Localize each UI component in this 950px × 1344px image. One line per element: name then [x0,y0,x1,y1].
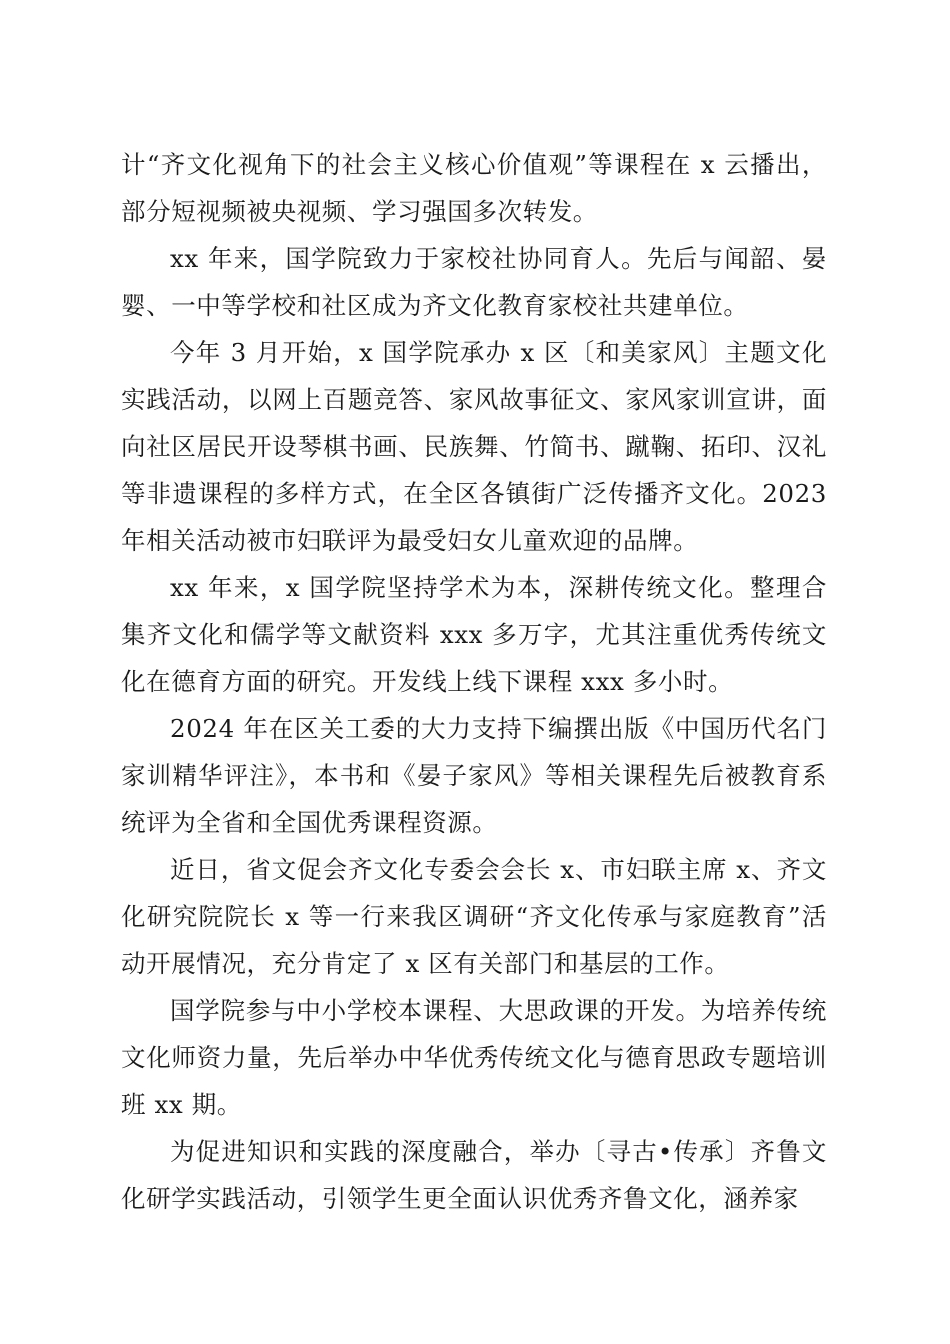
paragraph-study-tour: 为促进知识和实践的深度融合，举办〔寻古•传承〕齐鲁文化研学实践活动，引领学生更全面认识优秀齐鲁文化，涵养家 [121,1137,827,1213]
paragraph-research-visit: 近日，省文促会齐文化专委会会长 x、市妇联主席 x、齐文化研究院院长 x 等一行来我区调研“齐文化传承与家庭教育”活动开展情况，充分肯定了 x 区有关部门和基层的工作。 [121,855,827,978]
paragraph-teacher-training: 国学院参与中小学校本课程、大思政课的开发。为培养传统文化师资力量，先后举办中华优秀传统文化与德育思政专题培训班 xx 期。 [121,996,827,1119]
paragraph-home-school-community: xx 年来，国学院致力于家校社协同育人。先后与闻韶、晏婴、一中等学校和社区成为齐文化教育家校社共建单位。 [121,244,827,320]
paragraph-academic-research: xx 年来，x 国学院坚持学术为本，深耕传统文化。整理合集齐文化和儒学等文献资料 xxx 多万字，尤其注重优秀传统文化在德育方面的研究。开发线上线下课程 xxx 多小时。 [121,573,827,696]
paragraph-book-publication: 2024 年在区关工委的大力支持下编撰出版《中国历代名门家训精华评注》，本书和《晏子家风》等相关课程先后被教育系统评为全省和全国优秀课程资源。 [121,714,827,837]
paragraph-continuation: 计“齐文化视角下的社会主义核心价值观”等课程在 x 云播出，部分短视频被央视频、学习强国多次转发。 [121,150,827,226]
document-body [121,141,827,1222]
paragraph-family-style-activity: 今年 3 月开始，x 国学院承办 x 区〔和美家风〕主题文化实践活动，以网上百题竞答、家风故事征文、家风家训宣讲，面向社区居民开设琴棋书画、民族舞、竹简书、蹴鞠、拓印、汉礼等非遗课程的多样方式，在全区各镇街广泛传播齐文化。2023 年相关活动被市妇联评为最受妇女儿童欢迎的品牌。 [121,338,827,555]
